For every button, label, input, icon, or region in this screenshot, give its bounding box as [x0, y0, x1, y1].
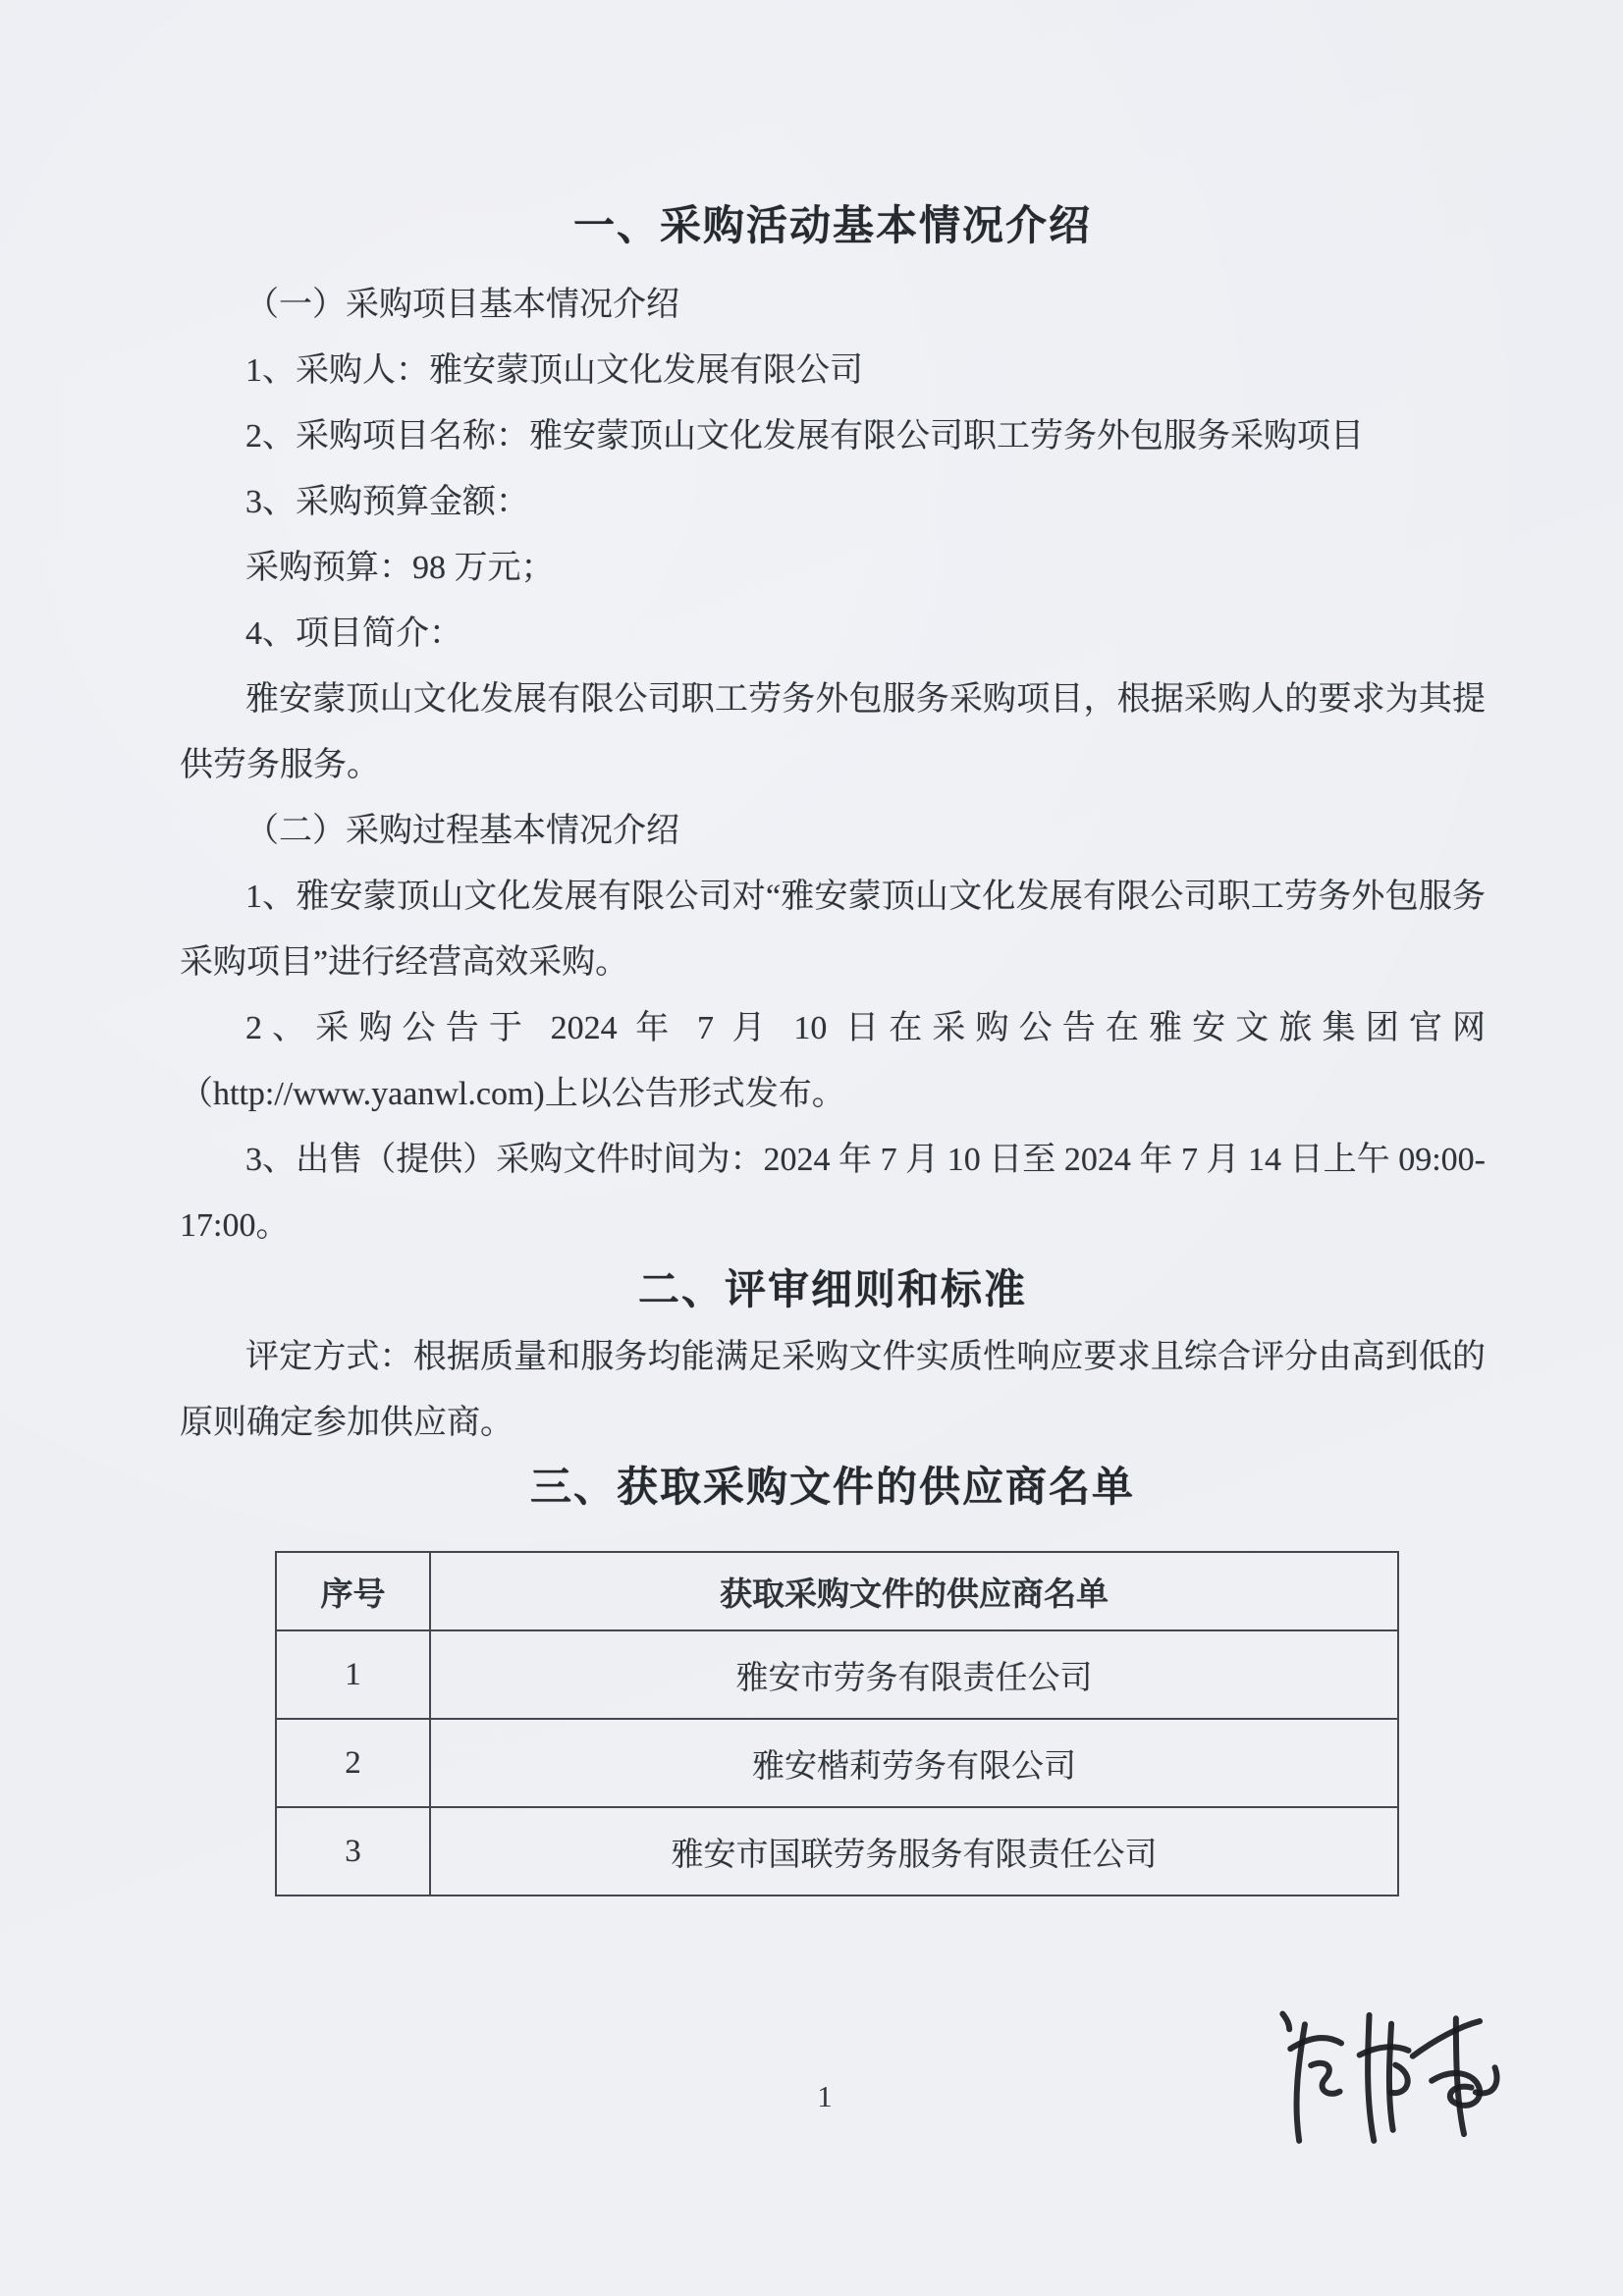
row-3-index: 3	[276, 1807, 430, 1896]
row-1-index: 1	[276, 1630, 430, 1719]
row-2-index: 2	[276, 1719, 430, 1807]
evaluation-line-2: 原则确定参加供应商。	[180, 1405, 514, 1441]
section-1-heading: 一、采购活动基本情况介绍	[572, 204, 1092, 249]
page-number: 1	[817, 2079, 833, 2113]
announcement-line-2: （http://www.yaanwl.com)上以公告形式发布。	[180, 1076, 845, 1112]
row-2-supplier: 雅安楷莉劳务有限公司	[430, 1719, 1398, 1807]
row-1-supplier: 雅安市劳务有限责任公司	[430, 1630, 1398, 1719]
process-item-1-line-2: 采购项目”进行经营高效采购。	[180, 944, 629, 981]
table-row	[276, 1719, 1398, 1807]
section-3-heading: 三、获取采购文件的供应商名单	[529, 1466, 1135, 1511]
subsection-1-1-heading: （一）采购项目基本情况介绍	[245, 287, 679, 323]
budget-amount-line: 采购预算：98 万元；	[245, 550, 555, 586]
budget-label-line: 3、采购预算金额：	[245, 484, 529, 520]
sale-time-line-2: 17:00。	[180, 1207, 290, 1244]
project-name-line: 2、采购项目名称：雅安蒙顶山文化发展有限公司职工劳务外包服务采购项目	[245, 418, 1364, 454]
document-body	[180, 194, 1486, 1896]
project-brief-line-2: 供劳务服务。	[180, 747, 380, 783]
handwritten-signature	[1267, 1993, 1510, 2165]
supplier-table-header-row	[276, 1552, 1398, 1630]
evaluation-line-1: 评定方式：根据质量和服务均能满足采购文件实质性响应要求且综合评分由高到低的	[245, 1339, 1486, 1375]
subsection-1-2-heading: （二）采购过程基本情况介绍	[245, 813, 679, 849]
process-item-1-line-1: 1、雅安蒙顶山文化发展有限公司对“雅安蒙顶山文化发展有限公司职工劳务外包服务	[245, 879, 1486, 915]
project-brief-label-line: 4、项目简介：	[245, 615, 462, 652]
announcement-line-1: 2、采购公告于 2024 年 7 月 10 日在采购公告在雅安文旅集团官网	[245, 1010, 1486, 1046]
col-header-suppliers: 获取采购文件的供应商名单	[430, 1552, 1398, 1630]
purchaser-line: 1、采购人：雅安蒙顶山文化发展有限公司	[245, 352, 863, 389]
table-row	[276, 1807, 1398, 1896]
project-brief-line-1: 雅安蒙顶山文化发展有限公司职工劳务外包服务采购项目，根据采购人的要求为其提	[245, 681, 1486, 718]
table-row	[276, 1630, 1398, 1719]
col-header-index: 序号	[276, 1552, 430, 1630]
sale-time-line-1: 3、出售（提供）采购文件时间为：2024 年 7 月 10 日至 2024 年 7 月 14 日上午 09:00-	[245, 1142, 1486, 1178]
supplier-table	[275, 1551, 1399, 1896]
row-3-supplier: 雅安市国联劳务服务有限责任公司	[430, 1807, 1398, 1896]
section-2-heading: 二、评审细则和标准	[637, 1268, 1027, 1313]
signature-ink-icon	[1267, 1993, 1510, 2165]
